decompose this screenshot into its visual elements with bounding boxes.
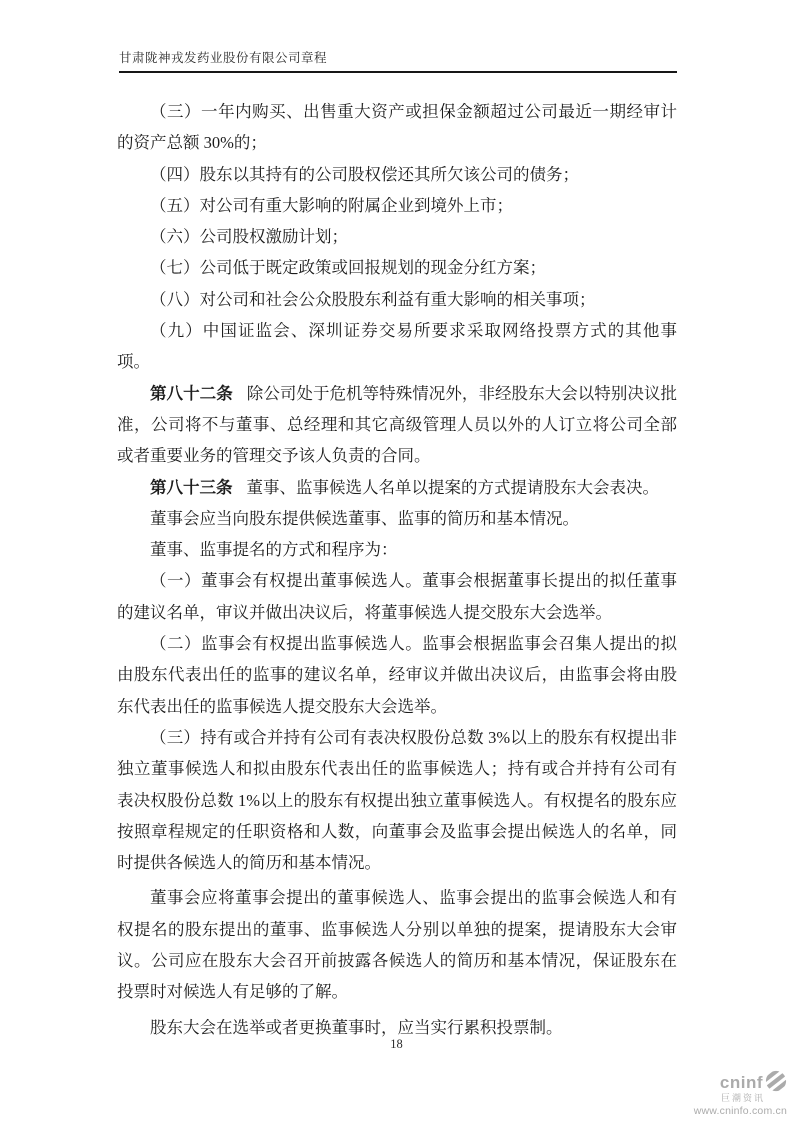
paragraph: 股东大会在选举或者更换董事时，应当实行累积投票制。 [150,1017,563,1037]
header-rule [119,71,677,73]
paragraph: 第八十三条 董事、监事候选人名单以提案的方式提请股东大会表决。 [150,477,660,497]
swirl-icon [765,1070,787,1092]
article-number: 第八十二条 [150,383,233,403]
paragraph: 董事、监事提名的方式和程序为： [150,540,398,560]
paragraph: （二）监事会有权提出监事候选人。监事会根据监事会召集人提出的拟由股东代表出任的监事的建议名单，经审议并做出决议后，由监事会将由股东代表出任的监事候选人提交股东大会选举。 [117,634,677,716]
document-body [117,96,677,1043]
paragraph: （三）持有或合并持有公司有表决权股份总数 3%以上的股东有权提出非独立董事候选人和拟由股东代表出任的监事候选人；持有或合并持有公司有表决权股份总数 1%以上的股东有权提出独立董事候选人。有权提名的股东应按照章程规定的任职资格和人数，向董事会及监事会提出候选人的名单，同时提供各候选人的简历和基本情况。 [117,727,677,873]
paragraph: （一）董事会有权提出董事候选人。董事会根据董事长提出的拟任董事的建议名单，审议并做出决议后，将董事候选人提交股东大会选举。 [117,571,677,622]
cninfo-logo [669,1070,789,1117]
paragraph: 董事会应当向股东提供候选董事、监事的简历和基本情况。 [150,508,579,528]
paragraph: 董事会应将董事会提出的董事候选人、监事会提出的监事会候选人和有权提名的股东提出的董事、监事候选人分别以单独的提案，提请股东大会审议。公司应在股东大会召开前披露各候选人的简历和基本情况，保证股东在投票时对候选人有足够的了解。 [117,888,677,1002]
paragraph: （三）一年内购买、出售重大资产或担保金额超过公司最近一期经审计的资产总额 30%的； [117,102,677,153]
cninfo-caption: 巨潮资讯 [720,1093,765,1103]
cninfo-logo-row [669,1070,789,1092]
page-number: 18 [390,1037,403,1051]
document-header-title: 甘肃陇神戎发药业股份有限公司章程 [119,51,328,65]
cninfo-url: www.cninfo.com.cn [693,1105,787,1117]
paragraph: （四）股东以其持有的公司股权偿还其所欠该公司的债务； [150,164,579,184]
paragraph: （五）对公司有重大影响的附属企业到境外上市； [150,195,513,215]
paragraph: 第八十二条 除公司处于危机等特殊情况外，非经股东大会以特别决议批准，公司将不与董事、总经理和其它高级管理人员以外的人订立将公司全部或者重要业务的管理交予该人负责的合同。 [117,383,678,466]
cninfo-wordmark: cninf [719,1073,763,1092]
paragraph: （八）对公司和社会公众股股东利益有重大影响的相关事项； [150,289,596,309]
article-number: 第八十三条 [150,477,233,497]
paragraph: （六）公司股权激励计划； [150,227,348,247]
paragraph: （九）中国证监会、深圳证券交易所要求采取网络投票方式的其他事项。 [117,321,677,372]
paragraph: （七）公司低于既定政策或回报规划的现金分红方案； [150,258,546,278]
